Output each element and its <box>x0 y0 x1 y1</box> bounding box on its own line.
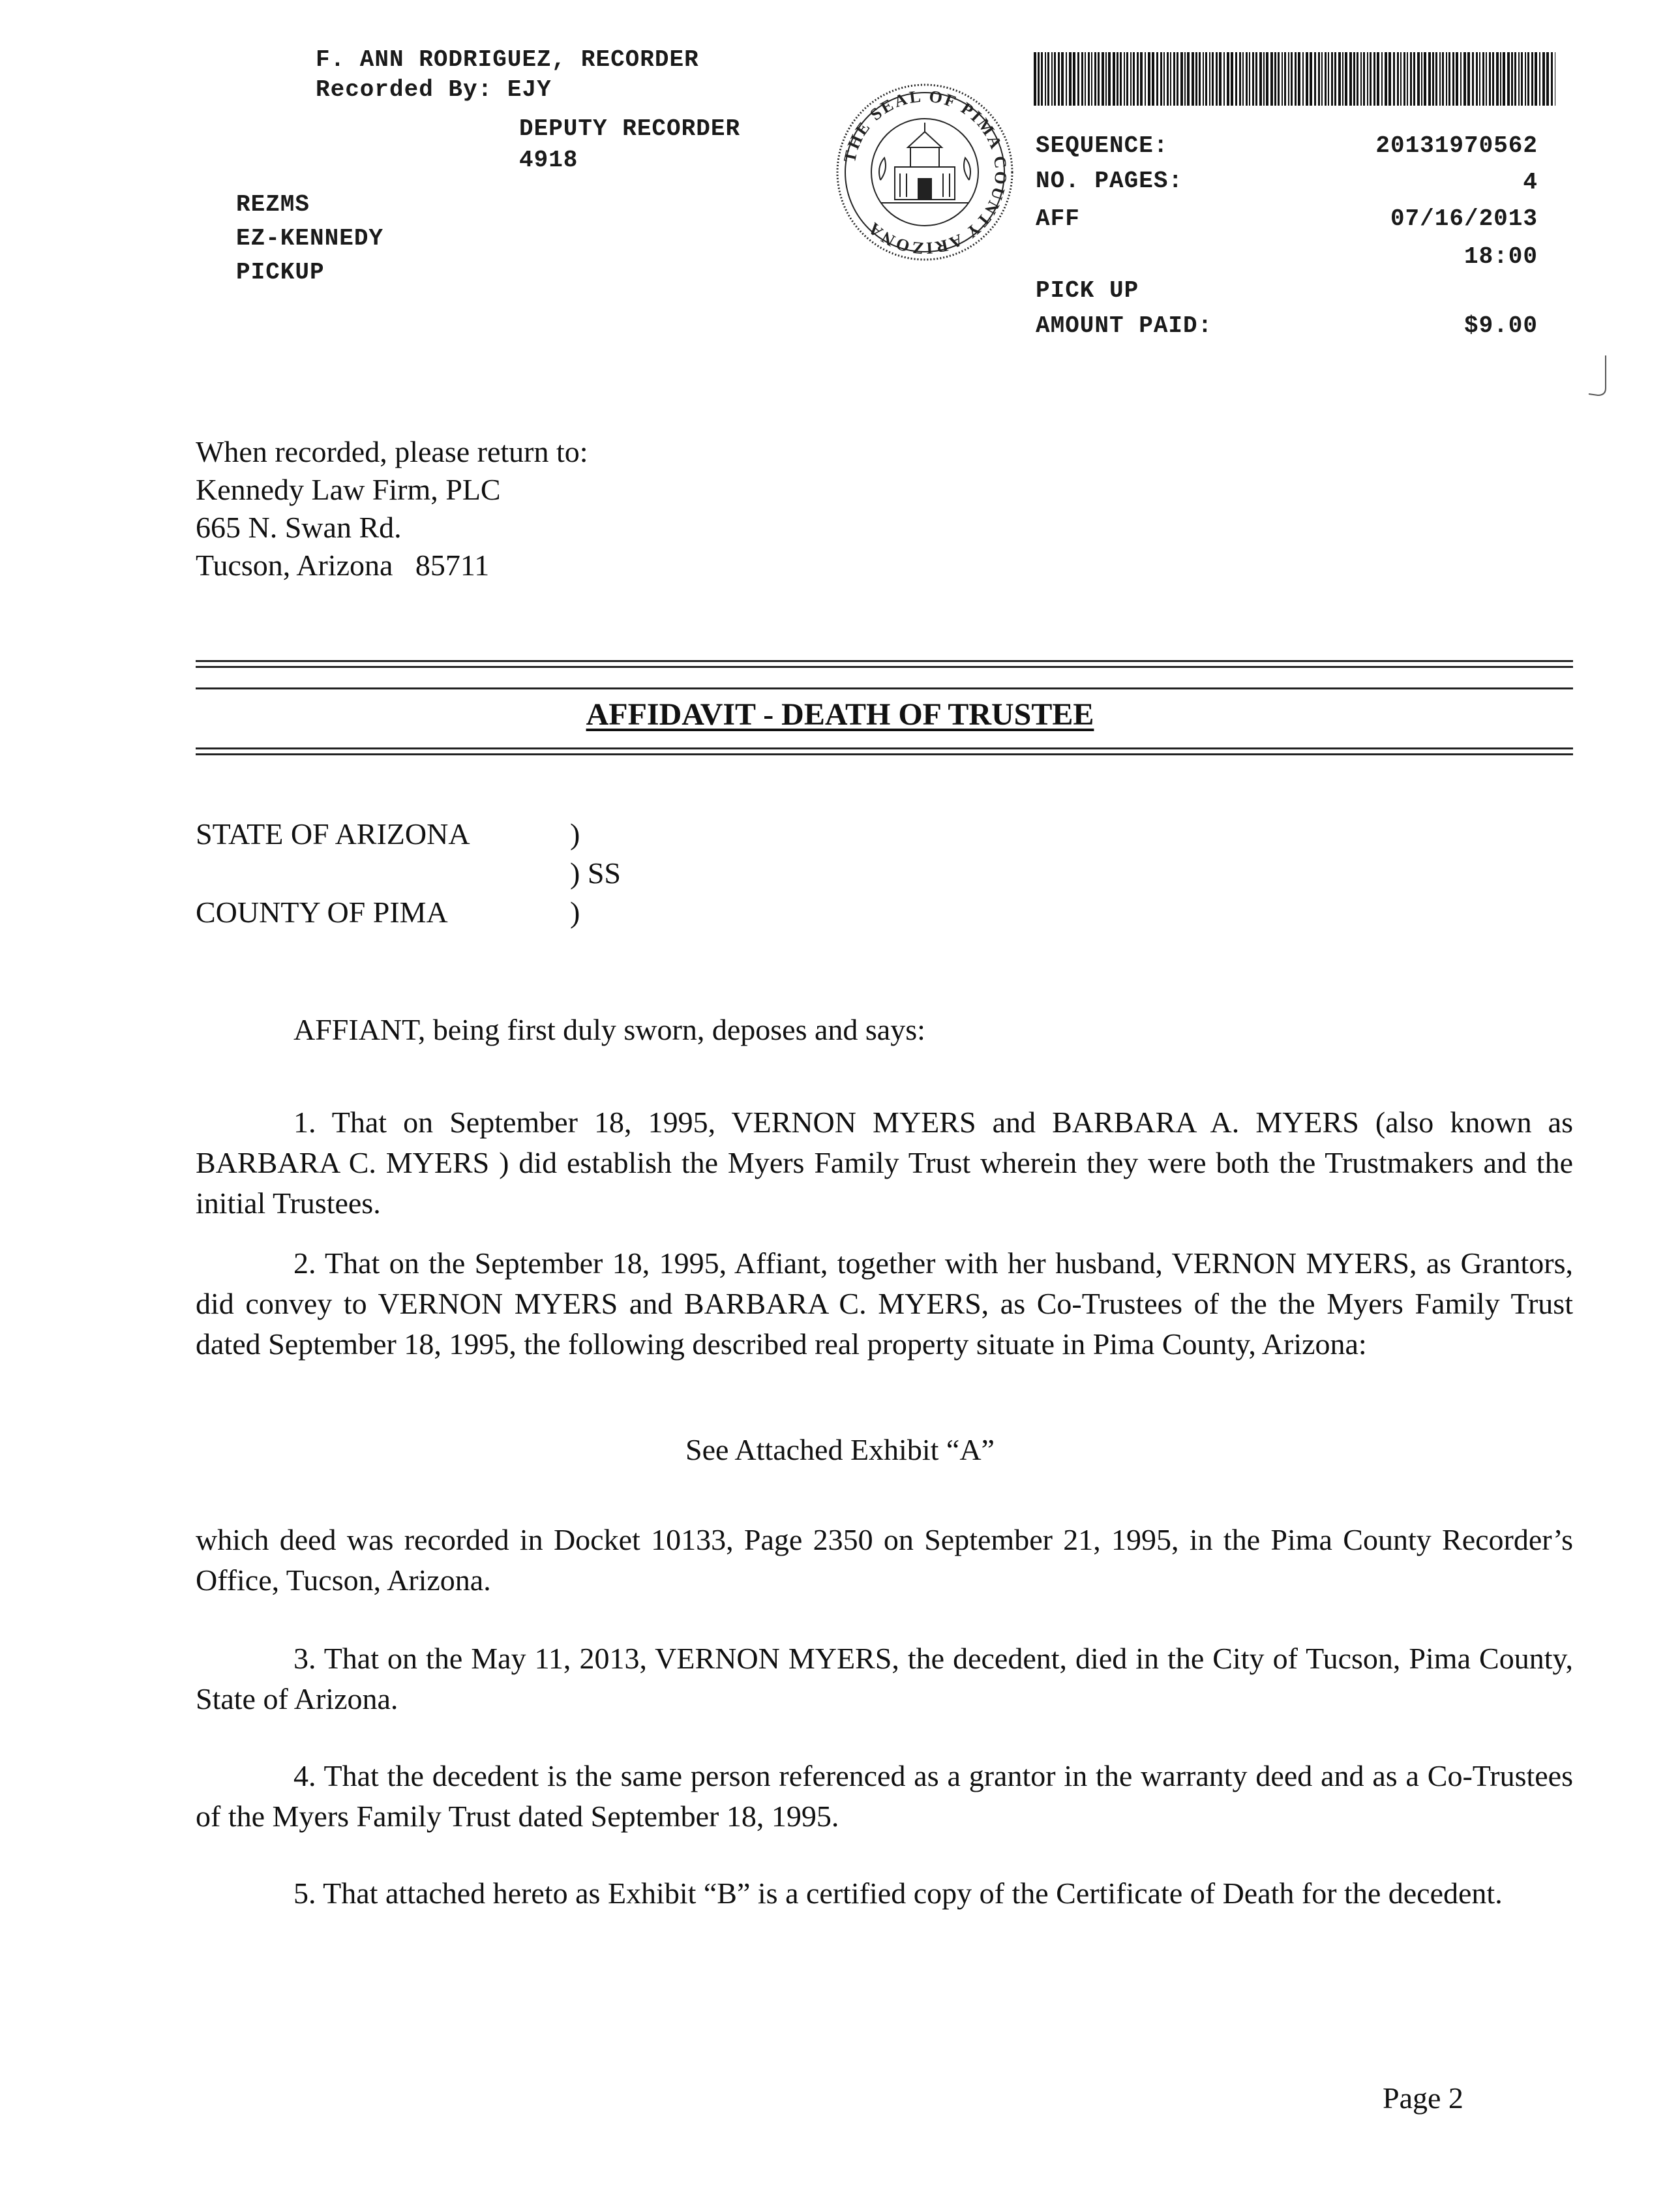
barcode-bar <box>1521 52 1523 106</box>
barcode-bar <box>1263 52 1265 106</box>
barcode-bar <box>1514 52 1516 106</box>
county-seal <box>835 82 1015 262</box>
barcode-bar <box>1310 52 1312 106</box>
barcode-bar <box>1492 52 1494 106</box>
amount-label: AMOUNT PAID: <box>1036 312 1213 339</box>
barcode-bar <box>1377 52 1379 106</box>
barcode-bar <box>1367 52 1368 106</box>
barcode-bar <box>1061 52 1064 106</box>
barcode-bar <box>1298 52 1300 106</box>
paragraph-2: 2. That on the September 18, 1995, Affiant, together with her husband, VERNON MYERS, as Grantors, did convey to VERNON MYERS and BARBARA C. MYERS, as Co-Trustees of the the Myers Family Trust dated September 18, 1995, the following described real property situate in Pima County, Arizona: <box>196 1246 1573 1361</box>
barcode-bar <box>1066 52 1067 106</box>
barcode-bar <box>1180 52 1183 106</box>
barcode-bar <box>1266 52 1268 106</box>
barcode-bar <box>1242 52 1244 106</box>
barcode-bar <box>1328 52 1329 106</box>
barcode-bar <box>1163 52 1165 106</box>
deputy-number: 4918 <box>519 147 578 173</box>
barcode-bar <box>1239 52 1241 106</box>
barcode-bar <box>1282 52 1283 106</box>
sequence-label: SEQUENCE: <box>1036 132 1169 159</box>
barcode-bar <box>1472 52 1474 106</box>
barcode-bar <box>1302 52 1304 106</box>
barcode-bar <box>1381 52 1383 106</box>
barcode-bar <box>1252 52 1254 106</box>
pages-value: 4 <box>1523 169 1538 196</box>
seal-building-icon <box>880 123 969 203</box>
sequence-value: 20131970562 <box>1375 132 1538 159</box>
barcode-bar <box>1417 52 1420 106</box>
recorder-code: PICKUP <box>236 259 325 286</box>
barcode-bar <box>1160 52 1162 106</box>
barcode-bar <box>1370 52 1372 106</box>
barcode-bar <box>1334 52 1336 106</box>
barcode-bar <box>1460 52 1462 106</box>
barcode-bar <box>1428 52 1431 106</box>
barcode-bar <box>1098 52 1100 106</box>
barcode-bar <box>1105 52 1107 106</box>
barcode-bar <box>1489 52 1491 106</box>
barcode-bar <box>1500 52 1501 106</box>
barcode-bar <box>1291 52 1293 106</box>
barcode-bar <box>1432 52 1434 106</box>
barcode-bar <box>1140 52 1143 106</box>
barcode-bar <box>1124 52 1125 106</box>
barcode-bar <box>1091 52 1092 106</box>
recorder-code: EZ-KENNEDY <box>236 225 384 252</box>
barcode-bar <box>1219 52 1222 106</box>
barcode-bar <box>1038 52 1040 106</box>
deputy-title: DEPUTY RECORDER <box>519 115 741 142</box>
venue-paren: ) <box>570 817 580 851</box>
barcode-bar <box>1546 52 1549 106</box>
barcode-bar <box>1274 52 1276 106</box>
return-street: 665 N. Swan Rd. <box>196 511 402 544</box>
barcode-bar <box>1527 52 1529 106</box>
recorder-code: REZMS <box>236 191 310 218</box>
deed-record-paragraph: which deed was recorded in Docket 10133, Page 2350 on September 21, 1995, in the Pima County Recorder’s Office, Tucson, Arizona. <box>196 1523 1573 1597</box>
title-separator-rule <box>196 687 1573 689</box>
barcode-bar <box>1073 52 1075 106</box>
title-separator-top <box>196 660 1573 668</box>
venue-county: COUNTY OF PIMA <box>196 896 448 929</box>
barcode-bar <box>1051 52 1053 106</box>
barcode-bar <box>1496 52 1499 106</box>
barcode-bar <box>1357 52 1358 106</box>
barcode-bar <box>1410 52 1412 106</box>
amount-value: $9.00 <box>1463 312 1538 339</box>
barcode-bar <box>1446 52 1447 106</box>
pages-label: NO. PAGES: <box>1036 168 1184 194</box>
barcode-bar <box>1318 52 1320 106</box>
barcode-bar <box>1435 52 1437 106</box>
affiant-intro: AFFIANT, being first duly sworn, deposes and says: <box>293 1013 925 1046</box>
barcode-bar <box>1227 52 1229 106</box>
barcode-bar <box>1192 52 1194 106</box>
barcode-bar <box>1173 52 1175 106</box>
title-separator-bottom <box>196 747 1573 755</box>
barcode-bar <box>1456 52 1458 106</box>
pickup-label: PICK UP <box>1036 277 1139 304</box>
recording-time: 18:00 <box>1463 243 1538 270</box>
barcode-bar <box>1152 52 1154 106</box>
return-firm: Kennedy Law Firm, PLC <box>196 473 501 506</box>
barcode-bar <box>1363 52 1365 106</box>
barcode-bar <box>1203 52 1204 106</box>
recorder-name: F. ANN RODRIGUEZ, RECORDER <box>316 46 699 73</box>
barcode-bar <box>1388 52 1391 106</box>
barcode-bar <box>1486 52 1487 106</box>
barcode-bar <box>1216 52 1218 106</box>
barcode-bar <box>1467 52 1470 106</box>
barcode-bar <box>1373 52 1375 106</box>
barcode-bar <box>1270 52 1273 106</box>
venue-paren: ) <box>570 896 580 929</box>
barcode-bar <box>1085 52 1086 106</box>
barcode-bar <box>1170 52 1171 106</box>
barcode-bar <box>1120 52 1122 106</box>
exhibit-a-line: See Attached Exhibit “A” <box>685 1433 995 1466</box>
barcode-bar <box>1209 52 1210 106</box>
barcode-bar <box>1156 52 1158 106</box>
barcode-bar <box>1421 52 1422 106</box>
barcode-bar <box>1288 52 1289 106</box>
barcode-bar <box>1442 52 1444 106</box>
barcode-bar <box>1551 52 1553 106</box>
barcode-bar <box>1047 52 1049 106</box>
paragraph-5: 5. That attached hereto as Exhibit “B” is a certified copy of the Certificate of Death for the decedent. <box>293 1877 1503 1910</box>
barcode-bar <box>1539 52 1540 106</box>
barcode-bar <box>1535 52 1537 106</box>
barcode-bar <box>1205 52 1207 106</box>
barcode-bar <box>1045 52 1046 106</box>
barcode-bar <box>1325 52 1327 106</box>
barcode-bar <box>1058 52 1060 106</box>
barcode-bar <box>1511 52 1513 106</box>
barcode-bar <box>1413 52 1415 106</box>
barcode-bar <box>1167 52 1169 106</box>
barcode-bar <box>1284 52 1286 106</box>
barcode-bar <box>1094 52 1096 106</box>
barcode-bar <box>1345 52 1347 106</box>
barcode-bar <box>1137 52 1139 106</box>
barcode-bar <box>1126 52 1128 106</box>
barcode-bar <box>1195 52 1197 106</box>
barcode-bar <box>1393 52 1395 106</box>
barcode-bar <box>1278 52 1280 106</box>
barcode-bar <box>1117 52 1118 106</box>
barcode-bar <box>1187 52 1190 106</box>
barcode-bar <box>1403 52 1405 106</box>
barcode-bar <box>1295 52 1297 106</box>
document-type: AFF <box>1036 205 1080 232</box>
barcode-bar <box>1041 52 1043 106</box>
barcode-bar <box>1531 52 1533 106</box>
barcode-bar <box>1507 52 1510 106</box>
barcode-bar <box>1088 52 1090 106</box>
barcode-bar <box>1463 52 1466 106</box>
barcode-bar <box>1145 52 1146 106</box>
barcode-bar <box>1113 52 1115 106</box>
barcode-bar <box>1130 52 1132 106</box>
barcode-bar <box>1102 52 1104 106</box>
return-heading: When recorded, please return to: <box>196 435 588 468</box>
barcode-bar <box>1108 52 1111 106</box>
barcode-bar <box>1321 52 1323 106</box>
barcode-bar <box>1223 52 1225 106</box>
recording-date: 07/16/2013 <box>1390 205 1538 232</box>
paragraph-3: 3. That on the May 11, 2013, VERNON MYERS, the decedent, died in the City of Tucson, Pima County, State of Arizona. <box>196 1642 1573 1715</box>
barcode-bar <box>1331 52 1333 106</box>
barcode-bar <box>1034 52 1036 106</box>
venue-ss: ) SS <box>570 856 621 890</box>
svg-text:THE SEAL OF PIMA COUNTY ARIZON <box>840 87 1011 258</box>
barcode-bar <box>1235 52 1237 106</box>
barcode-bar <box>1452 52 1454 106</box>
recorded-by <box>316 78 552 102</box>
scan-mark <box>1586 352 1612 398</box>
barcode-bar <box>1246 52 1248 106</box>
barcode-bar <box>1259 52 1262 106</box>
venue-state: STATE OF ARIZONA <box>196 817 470 851</box>
barcode-bar <box>1424 52 1426 106</box>
paragraph-1: 1. That on September 18, 1995, VERNON MYERS and BARBARA A. MYERS (also known as BARBARA C. MYERS ) did establish the Myers Family Trust wherein they were both the Trustmakers and the initial Trustees. <box>196 1106 1573 1220</box>
recorded-by-value: EJY <box>507 76 552 103</box>
barcode-bar <box>1479 52 1480 106</box>
barcode-bar <box>1397 52 1399 106</box>
barcode-bar <box>1054 52 1056 106</box>
barcode-bar <box>1342 52 1343 106</box>
barcode-bar <box>1476 52 1478 106</box>
barcode-bar <box>1503 52 1505 106</box>
barcode-bar <box>1314 52 1316 106</box>
barcode-bar <box>1349 52 1352 106</box>
barcode-bar <box>1518 52 1520 106</box>
barcode-bar <box>1255 52 1257 106</box>
barcode-bar <box>1448 52 1450 106</box>
barcode-bar <box>1439 52 1441 106</box>
barcode-bar <box>1338 52 1341 106</box>
barcode-bar <box>1525 52 1526 106</box>
barcode-bar <box>1400 52 1402 106</box>
paragraph-4: 4. That the decedent is the same person referenced as a grantor in the warranty deed and as a Co-Trustees of the Myers Family Trust dated September 18, 1995. <box>196 1759 1573 1833</box>
seal-text: THE SEAL OF PIMA COUNTY ARIZONA <box>839 86 1011 258</box>
barcode-bar <box>1184 52 1186 106</box>
barcode-bar <box>1148 52 1150 106</box>
barcode-bar <box>1407 52 1408 106</box>
barcode-bar <box>1360 52 1362 106</box>
barcode-bar <box>1482 52 1484 106</box>
barcode-bar <box>1081 52 1083 106</box>
barcode-bar <box>1231 52 1233 106</box>
page-number: Page 2 <box>1383 2081 1463 2115</box>
barcode <box>1034 52 1555 106</box>
barcode-bar <box>1177 52 1178 106</box>
barcode-bar <box>1385 52 1387 106</box>
barcode-bar <box>1306 52 1308 106</box>
barcode-bar <box>1199 52 1201 106</box>
barcode-bar <box>1077 52 1079 106</box>
document-title: AFFIDAVIT - DEATH OF TRUSTEE <box>586 697 1094 732</box>
barcode-bar <box>1069 52 1072 106</box>
barcode-bar <box>1353 52 1355 106</box>
recorded-by-label: Recorded By: <box>316 76 493 103</box>
return-city: Tucson, Arizona 85711 <box>196 549 490 582</box>
barcode-bar <box>1212 52 1214 106</box>
barcode-bar <box>1542 52 1545 106</box>
barcode-bar <box>1249 52 1250 106</box>
barcode-bar <box>1133 52 1135 106</box>
